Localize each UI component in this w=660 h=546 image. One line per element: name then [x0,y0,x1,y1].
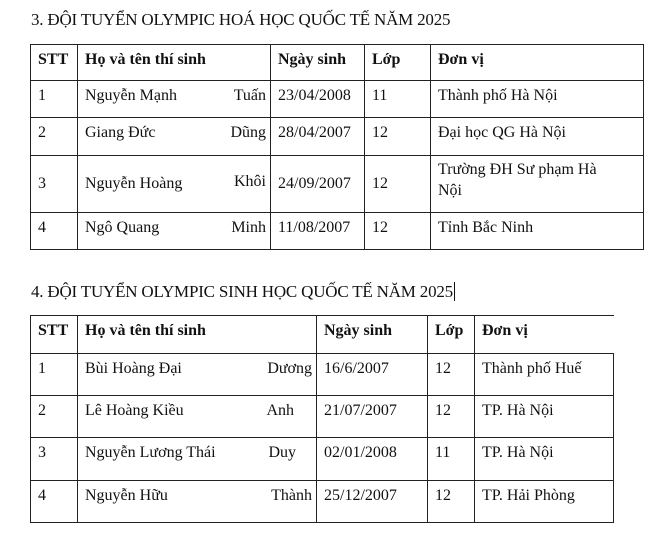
last-name: Tuấn [233,87,266,104]
cell-unit: Thành phố Hà Nội [431,81,644,118]
text-cursor [454,282,455,301]
table-header-row [31,316,614,354]
first-name: Nguyễn Mạnh [85,87,177,104]
cell-stt: 4 [31,481,78,523]
column-header-grade: Lớp [428,316,475,354]
table-row [31,354,614,396]
column-header-stt: STT [31,316,78,354]
last-name: Khôi [234,173,266,190]
cell-dob: 16/6/2007 [317,354,428,396]
cell-stt: 4 [31,213,78,250]
last-name: Duy [268,444,296,461]
table-row [31,118,644,156]
unit-line-1: Trường ĐH Sư phạm Hà [438,161,597,178]
column-header-dob: Ngày sinh [271,45,365,81]
cell-grade: 12 [428,396,475,438]
table-row [31,156,644,213]
cell-stt: 3 [31,156,78,213]
last-name: Dũng [230,124,266,141]
cell-name [78,81,271,118]
cell-unit [431,156,644,213]
first-name: Lê Hoàng Kiều [85,402,184,419]
cell-grade: 12 [428,354,475,396]
chemistry-team-table [30,44,644,250]
section-heading-biology [31,282,455,302]
cell-unit: TP. Hải Phòng [475,481,614,523]
column-header-unit: Đơn vị [475,316,614,354]
cell-unit: Đại học QG Hà Nội [431,118,644,156]
cell-grade: 11 [428,438,475,481]
first-name: Nguyễn Hữu [85,487,168,504]
cell-unit: Tỉnh Bắc Ninh [431,213,644,250]
last-name: Anh [266,402,294,419]
cell-unit: TP. Hà Nội [475,396,614,438]
section-heading-chemistry: 3. ĐỘI TUYỂN OLYMPIC HOÁ HỌC QUỐC TẾ NĂM 2025 [31,10,451,29]
cell-name [78,481,317,523]
column-header-stt: STT [31,45,78,81]
unit-line-2: Nội [438,182,462,199]
cell-dob: 21/07/2007 [317,396,428,438]
first-name: Bùi Hoàng Đại [85,360,182,377]
cell-grade: 12 [428,481,475,523]
table-header-row [31,45,644,81]
cell-dob: 23/04/2008 [271,81,365,118]
cell-stt: 2 [31,118,78,156]
last-name: Minh [231,219,266,236]
cell-name [78,156,271,213]
cell-name [78,354,317,396]
table-row [31,481,614,523]
first-name: Nguyễn Lương Thái [85,444,216,461]
cell-dob: 11/08/2007 [271,213,365,250]
last-name: Thành [271,487,312,504]
cell-name [78,396,317,438]
last-name: Dương [267,360,312,377]
cell-dob: 24/09/2007 [271,156,365,213]
cell-dob: 25/12/2007 [317,481,428,523]
column-header-dob: Ngày sinh [317,316,428,354]
table-row [31,396,614,438]
cell-name [78,213,271,250]
column-header-grade: Lớp [365,45,431,81]
table-row [31,213,644,250]
first-name: Giang Đức [85,124,156,141]
cell-grade: 11 [365,81,431,118]
heading-text: 4. ĐỘI TUYỂN OLYMPIC SINH HỌC QUỐC TẾ NĂM 2025 [31,282,453,301]
cell-name [78,118,271,156]
cell-stt: 2 [31,396,78,438]
cell-stt: 3 [31,438,78,481]
cell-stt: 1 [31,354,78,396]
table-row [31,81,644,118]
cell-grade: 12 [365,118,431,156]
first-name: Ngô Quang [85,219,160,236]
cell-unit: Thành phố Huế [475,354,614,396]
cell-dob: 02/01/2008 [317,438,428,481]
cell-dob: 28/04/2007 [271,118,365,156]
first-name: Nguyễn Hoàng [85,175,183,192]
cell-name [78,438,317,481]
cell-unit: TP. Hà Nội [475,438,614,481]
column-header-name: Họ và tên thí sinh [78,45,271,81]
cell-stt: 1 [31,81,78,118]
biology-team-table [30,315,614,523]
table-row [31,438,614,481]
cell-grade: 12 [365,213,431,250]
column-header-name: Họ và tên thí sinh [78,316,317,354]
cell-grade: 12 [365,156,431,213]
column-header-unit: Đơn vị [431,45,644,81]
